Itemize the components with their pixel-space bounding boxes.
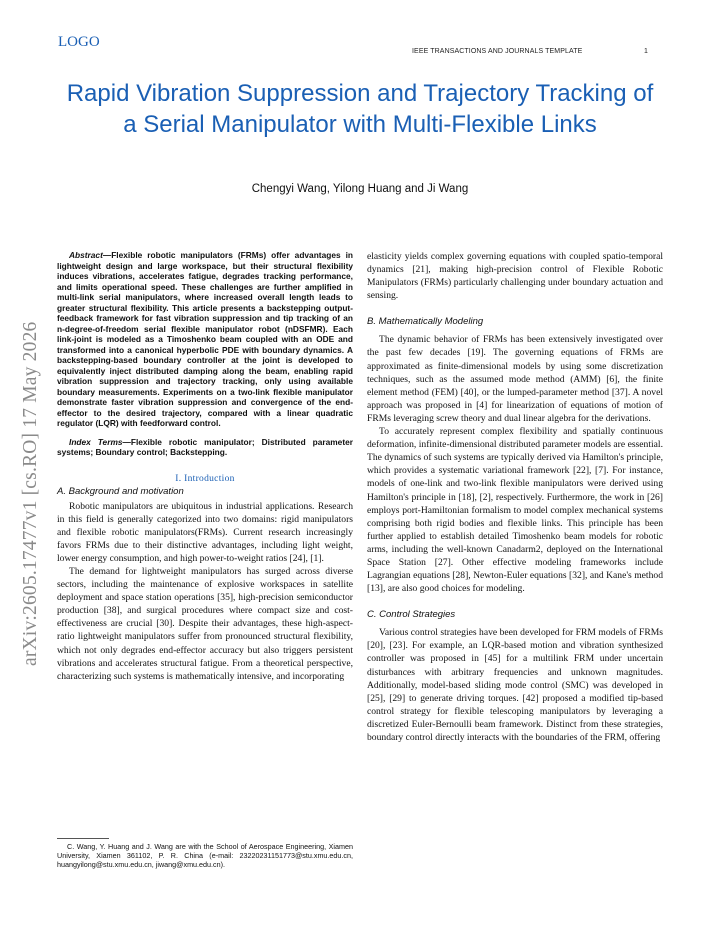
subsection-heading-control: C. Control Strategies <box>367 609 456 621</box>
abstract <box>57 250 353 429</box>
running-head: IEEE TRANSACTIONS AND JOURNALS TEMPLATE <box>412 48 583 55</box>
paragraph: To accurately represent complex flexibility and spatially continuous deformation, infinite-dimensional distributed parameter models are essential. The dynamics of such systems are typically derived via Hamilton's principle, which provides a systematic variational framework [22], [7]. For instance, models of one-link and two-link flexible manipulators were derived using Hamilton's principle in [18], [2], respectively. Furthermore, the work in [26] employs port-Hamiltonian formalism to model complex mechanical systems comprising both rigid bodies and flexible links. This principle has been further applied to establish detailed Timoshenko beam models for robotic arms, including the well-known Canadarm2, deployed on the International Space Station [27]. Other effective modeling frameworks include Lagrangian equations [28], Newton-Euler equations [32], and Kane's method [13], are also good choices for modeling. <box>367 426 663 595</box>
subsection-heading-modeling: B. Mathematically Modeling <box>367 316 484 328</box>
paper-title: Rapid Vibration Suppression and Trajectory Tracking of a Serial Manipulator with Multi-Flexible Links <box>66 80 654 138</box>
arxiv-stamp: arXiv:2605.17477v1 [cs.RO] 17 May 2026 <box>20 321 41 666</box>
index-terms <box>57 437 353 458</box>
footnote: C. Wang, Y. Huang and J. Wang are with the School of Aerospace Engineering, Xiamen University, Xiamen 361102, P. R. China (e-mail: 23220231151773@stu.xmu.edu.cn, huangyilong@stu.xmu.edu.cn, jiwang@xmu.edu.cn). <box>57 842 353 869</box>
logo: LOGO <box>58 34 100 50</box>
page-number: 1 <box>644 48 648 55</box>
paragraph: The demand for lightweight manipulators has surged across diverse sectors, including the maintenance of explosive workspaces in satellite deployment and space station operations [35], high-precision semiconductor production [38], and surgical procedures where compact size and cost-effectiveness are crucial [30]. Despite their advantages, these high-aspect-ratio lightweight manipulators suffer from pronounced structural flexibility, which not only degrades end-effector accuracy but also triggers persistent vibrations and accelerates structural fatigue. From a theoretical perspective, characterizing such systems is mathematically intensive, and incorporating <box>57 565 353 682</box>
right-column <box>367 250 663 744</box>
footnote-rule <box>57 838 109 839</box>
section-heading-introduction: I. Introduction <box>175 473 235 484</box>
paragraph-continuation: elasticity yields complex governing equations with coupled spatio-temporal dynamics [21], making high-precision control of Flexible Robotic Manipulators (FRMs) particularly challenging under boundary actuation and sensing. <box>367 251 663 302</box>
abstract-text: Flexible robotic manipulators (FRMs) offer advantages in lightweight design and large workspace, but their structural flexibility induces vibrations, accelerates fatigue, degrades tracking performance, and limits operational speed. These challenges are further amplified in multi-link serial manipulators, where increased overall length leads to greater structural flexibility. This article presents a backstepping output-feedback framework for fast vibration suppression and tip tracking of an n-degree-of-freedom serial flexible manipulator robot (nDSFMR). Each link-joint is modeled as a Timoshenko beam coupled with an ODE and transformed into a canonical hyperbolic PDE with boundary dynamics. A backstepping-based boundary controller at the joint is developed to equivalently inject distributed damping along the beam, enabling rapid vibration suppression and trajectory tracking, only using available boundary measurements. Experiments on a two-link flexible manipulator demonstrate faster vibration suppression and convergence of the end-effector to the desired trajectory, compared with a linear quadratic regulator (LQR) with feedforward control. <box>57 250 353 428</box>
paragraph: Various control strategies have been developed for FRM models of FRMs [20], [23]. For example, an LQR-based motion and vibration synthesized controller was proposed in [45] for a multilink FRM under uncertain disturbances with arbitrary frequencies and unknown magnitudes. Additionally, model-based sliding mode control (SMC) was developed in [25], [29] to generate driving torques. [42] proposed a modified tip-based control strategy for flexible telescoping manipulators by leveraging a discretized Euler-Bernoulli beam framework. Distinct from these strategies, boundary control directly interacts with the boundaries of the FRM, offering <box>367 627 663 743</box>
index-terms-text: Flexible robotic manipulator; Distributed parameter systems; Boundary control; Backstepping. <box>57 436 353 457</box>
paragraph: The dynamic behavior of FRMs has been extensively investigated over the past few decades [19]. The governing equations of FRMs are approximated as finite-dimensional models by using some discretization techniques, such as the assumed mode method (AMM) [6], the finite element method (FEM) [40], or the lumped-parameter method [37]. A novel approach was proposed in [4] for linearization of equations of motion of FRMs leveraging screw theory and dual linear algebra for the derivations. <box>367 334 663 424</box>
index-terms-lead: Index Terms— <box>69 436 131 447</box>
left-column <box>57 250 353 683</box>
subsection-heading-background: A. Background and motivation <box>57 485 184 497</box>
paragraph: Robotic manipulators are ubiquitous in industrial applications. Research in this field is generally categorized into two domains: rigid manipulators and flexible robotic manipulators(FRMs). Current research increasingly favors FRMs due to their distinctive advantages, including light weight, lower energy consumption, and high power-to-weight ratios [24], [1]. <box>57 500 353 564</box>
abstract-lead: Abstract— <box>69 250 112 260</box>
authors: Chengyi Wang, Yilong Huang and Ji Wang <box>251 183 469 195</box>
